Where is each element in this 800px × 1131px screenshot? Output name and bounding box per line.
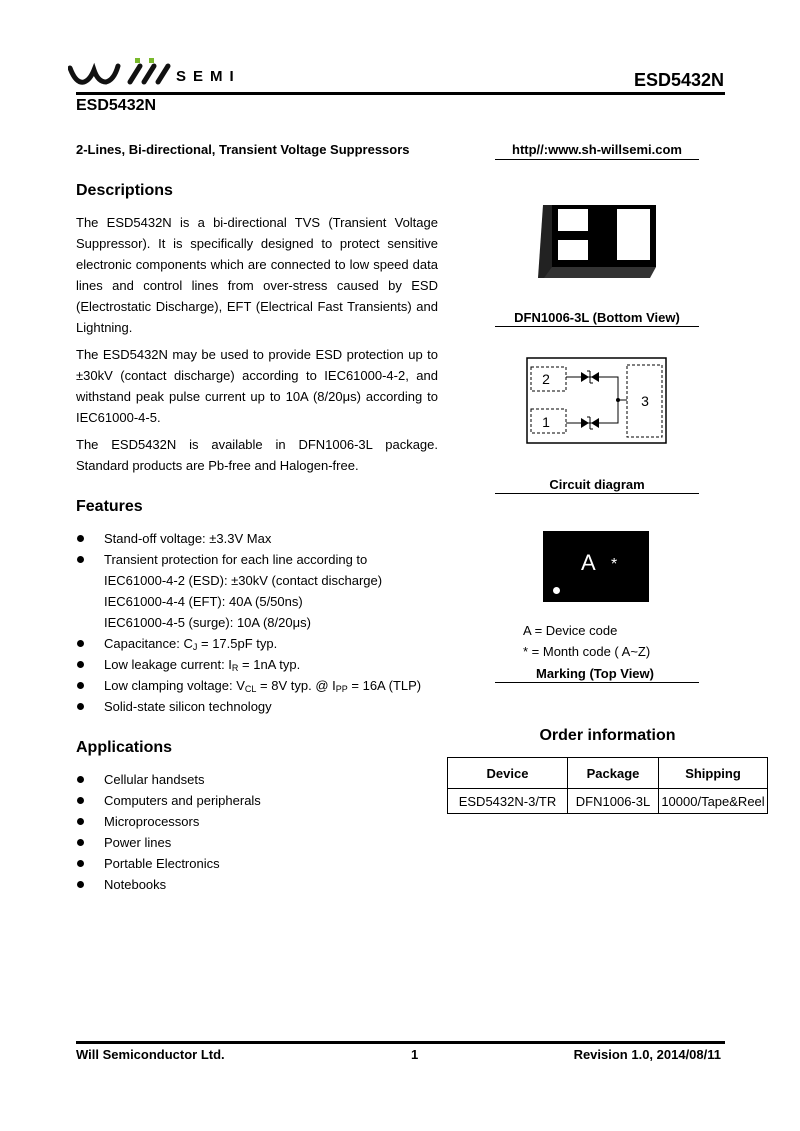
list-item	[76, 570, 476, 591]
feature-text: Stand-off voltage: ±3.3V Max	[104, 531, 272, 546]
footer-revision: Revision 1.0, 2014/08/11	[573, 1047, 721, 1062]
bullet-icon	[77, 797, 84, 804]
month-code-mark: *	[611, 556, 618, 573]
bullet-icon	[77, 839, 84, 846]
order-header-shipping: Shipping	[659, 758, 768, 789]
list-item	[76, 853, 436, 874]
footer-page-number: 1	[411, 1047, 419, 1062]
marking-caption: Marking (Top View)	[536, 666, 654, 681]
feature-text: Transient protection for each line according to	[104, 552, 368, 567]
tvs-diode-icon	[581, 417, 599, 429]
list-item	[76, 591, 476, 612]
order-cell-device: ESD5432N-3/TR	[448, 789, 568, 814]
features-list	[76, 528, 476, 717]
feature-text: Solid-state silicon technology	[104, 699, 272, 714]
pin-3-label: 3	[641, 393, 649, 409]
list-item	[76, 769, 436, 790]
application-text: Notebooks	[104, 877, 167, 892]
list-item	[76, 528, 476, 549]
bullet-icon	[77, 776, 84, 783]
applications-heading: Applications	[76, 739, 173, 756]
marking-legend-month: * = Month code ( A~Z)	[523, 644, 651, 659]
feature-clamping: Low clamping voltage: $V_{CL} = 8V$ typ. @ $I_{PP} = 16A$ (TLP)	[104, 678, 422, 694]
bullet-icon	[77, 661, 84, 668]
application-text: Portable Electronics	[104, 856, 220, 871]
feature-subtext: IEC61000-4-2 (ESD): ±30kV (contact discharge)	[104, 573, 383, 588]
application-text: Cellular handsets	[104, 772, 205, 787]
features-heading: Features	[76, 498, 143, 515]
feature-leakage: Low leakage current: $I_R = 1nA$ typ.	[104, 657, 301, 673]
order-header-package: Package	[568, 758, 659, 789]
company-logo	[68, 58, 258, 90]
device-code-letter: A	[581, 550, 596, 575]
circuit-diagram	[526, 357, 668, 445]
package-bottom-view-image	[538, 200, 663, 282]
package-caption: DFN1006-3L (Bottom View)	[514, 310, 680, 325]
logo-mark-icon	[68, 58, 178, 90]
description-paragraph: The ESD5432N is a bi-directional TVS (Transient Voltage Suppressor). It is specifically designed to protect sensitive electronic components which are connected to low speed data lines and control lines from over-stress caused by ESD (Electrostatic Discharge), EFT (Electrical Fast Transients) and Lightning.	[76, 215, 438, 335]
bullet-icon	[77, 535, 84, 542]
logo-text: SEMI	[176, 68, 241, 85]
bullet-icon	[77, 881, 84, 888]
list-item	[76, 832, 436, 853]
document-title: ESD5432N	[76, 97, 157, 114]
footer-rule	[76, 1041, 725, 1044]
bullet-icon	[77, 703, 84, 710]
descriptions-body	[76, 212, 438, 476]
table-row	[448, 789, 768, 814]
order-header-row	[448, 758, 768, 789]
descriptions-heading: Descriptions	[76, 182, 173, 199]
order-header-device: Device	[448, 758, 568, 789]
pin-2-label: 2	[542, 371, 550, 387]
header-part-number: ESD5432N	[633, 70, 724, 90]
list-item	[76, 633, 476, 654]
feature-subtext: IEC61000-4-4 (EFT): 40A (5/50ns)	[104, 594, 303, 609]
bullet-icon	[77, 556, 84, 563]
description-paragraph: The ESD5432N may be used to provide ESD protection up to ±30kV (contact discharge) according to IEC61000-4-2, and withstand peak pulse current up to 10A (8/20μs) according to IEC61000-4-5.	[76, 347, 438, 425]
bullet-icon	[77, 818, 84, 825]
header-rule	[76, 92, 725, 95]
pin1-dot-icon	[553, 587, 560, 594]
description-paragraph: The ESD5432N is available in DFN1006-3L package. Standard products are Pb-free and Halogen-free.	[76, 437, 438, 473]
pin-1-label: 1	[542, 414, 550, 430]
application-text: Power lines	[104, 835, 172, 850]
document-subtitle: 2-Lines, Bi-directional, Transient Voltage Suppressors	[76, 142, 410, 157]
package-rule	[495, 326, 699, 327]
bullet-icon	[77, 860, 84, 867]
circuit-caption: Circuit diagram	[549, 477, 645, 492]
application-text: Computers and peripherals	[104, 793, 261, 808]
circuit-rule	[495, 493, 699, 494]
bullet-icon	[77, 682, 84, 689]
marking-rule	[495, 682, 699, 683]
applications-list	[76, 769, 436, 895]
feature-capacitance: Capacitance: $C_J = 17.5pF$ typ.	[104, 636, 278, 652]
list-item	[76, 811, 436, 832]
website-rule	[495, 159, 699, 160]
list-item	[76, 874, 436, 895]
marking-chip	[543, 531, 649, 602]
application-text: Microprocessors	[104, 814, 200, 829]
list-item	[76, 654, 476, 675]
tvs-diode-icon	[581, 371, 599, 383]
order-table	[447, 757, 768, 814]
order-cell-shipping: 10000/Tape&Reel	[659, 789, 768, 814]
list-item	[76, 612, 476, 633]
footer-company: Will Semiconductor Ltd.	[76, 1047, 225, 1062]
feature-subtext: IEC61000-4-5 (surge): 10A (8/20μs)	[104, 615, 311, 630]
list-item	[76, 696, 476, 717]
list-item	[76, 790, 436, 811]
order-cell-package: DFN1006-3L	[568, 789, 659, 814]
bullet-icon	[77, 640, 84, 647]
marking-legend-device: A = Device code	[523, 623, 618, 638]
list-item	[76, 549, 476, 570]
order-title: Order information	[539, 727, 676, 744]
list-item	[76, 675, 476, 696]
website-link[interactable]: http//:www.sh-willsemi.com	[512, 142, 682, 157]
